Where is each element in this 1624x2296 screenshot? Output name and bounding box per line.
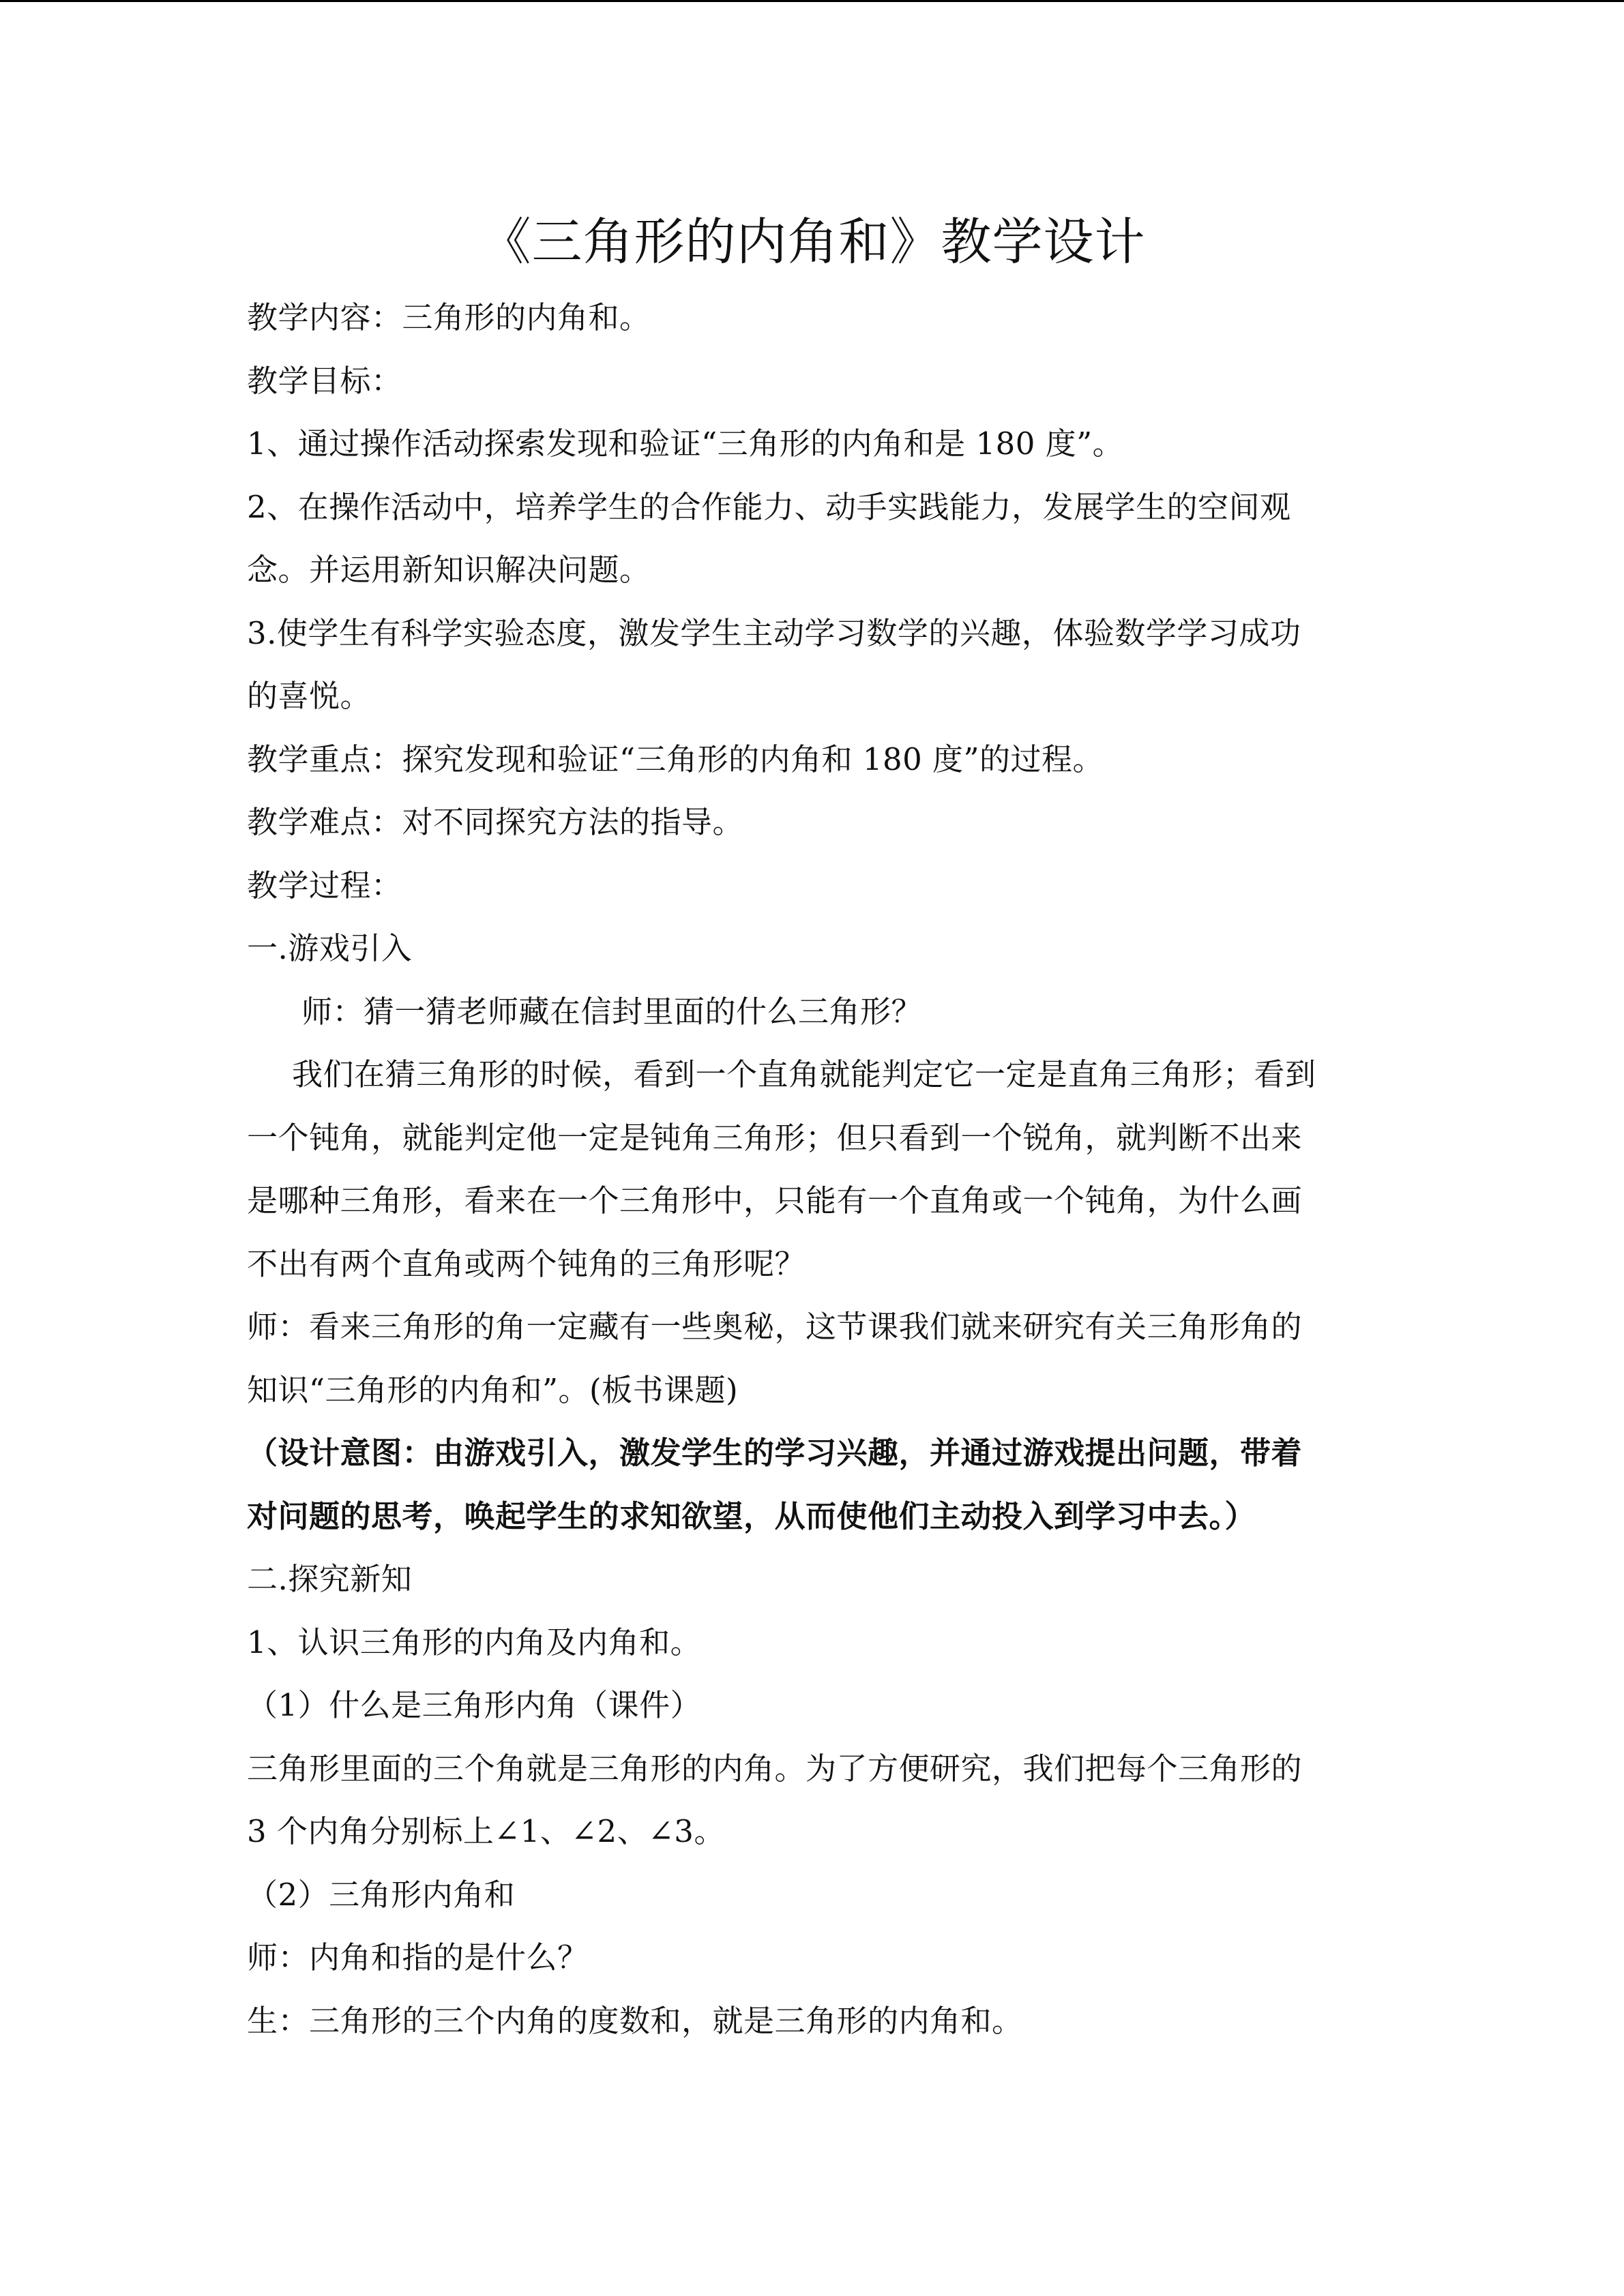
objective-1: 1、通过操作活动探索发现和验证“三角形的内角和是 180 度”。 bbox=[247, 426, 1124, 462]
difficulty-line: 教学难点：对不同探究方法的指导。 bbox=[247, 804, 744, 840]
objective-2-line-2: 念。并运用新知识解决问题。 bbox=[247, 552, 651, 588]
paragraph-1-line-4: 不出有两个直角或两个钝角的三角形呢？ bbox=[247, 1245, 806, 1282]
document-page bbox=[247, 205, 1379, 2053]
sub-step-1-heading: （1）什么是三角形内角（课件） bbox=[247, 1687, 702, 1723]
teacher-intro-line-1: 师：看来三角形的角一定藏有一些奥秘，这节课我们就来研究有关三角形角的 bbox=[247, 1309, 1303, 1345]
design-intent-line-2: 对问题的思考，唤起学生的求知欲望，从而使他们主动投入到学习中去。） bbox=[247, 1497, 1256, 1534]
design-intent-line-1: （设计意图：由游戏引入，激发学生的学习兴趣，并通过游戏提出问题，带着 bbox=[247, 1435, 1303, 1471]
key-point-line: 教学重点：探究发现和验证“三角形的内角和 180 度”的过程。 bbox=[247, 741, 1104, 777]
teaching-objectives-heading: 教学目标： bbox=[247, 362, 402, 399]
document-title: 《三角形的内角和》教学设计 bbox=[480, 213, 1146, 271]
objective-3-line-2: 的喜悦。 bbox=[247, 678, 372, 714]
teacher-question-line: 师：猜一猜老师藏在信封里面的什么三角形？ bbox=[301, 993, 923, 1030]
teacher-intro-line-2: 知识“三角形的内角和”。(板书课题) bbox=[247, 1371, 739, 1408]
interior-angle-line-2: 3 个内角分别标上∠1、∠2、∠3。 bbox=[247, 1813, 725, 1849]
interior-angle-line-1: 三角形里面的三个角就是三角形的内角。为了方便研究，我们把每个三角形的 bbox=[247, 1750, 1303, 1787]
process-heading: 教学过程： bbox=[247, 867, 402, 904]
objective-3-line-1: 3.使学生有科学实验态度，激发学生主动学习数学的兴趣，体验数学学习成功 bbox=[247, 614, 1301, 651]
paragraph-1-line-1: 我们在猜三角形的时候，看到一个直角就能判定它一定是直角三角形；看到 bbox=[292, 1056, 1316, 1092]
teaching-content-line: 教学内容：三角形的内角和。 bbox=[247, 299, 651, 336]
sub-step-2-heading: （2）三角形内角和 bbox=[247, 1876, 516, 1913]
paragraph-1-line-3: 是哪种三角形，看来在一个三角形中，只能有一个直角或一个钝角，为什么画 bbox=[247, 1182, 1303, 1219]
page-top-border bbox=[0, 0, 1624, 2]
paragraph-1-line-2: 一个钝角，就能判定他一定是钝角三角形；但只看到一个锐角，就判断不出来 bbox=[247, 1119, 1303, 1156]
teacher-question-2: 师：内角和指的是什么？ bbox=[247, 1939, 589, 1976]
student-answer: 生：三角形的三个内角的度数和，就是三角形的内角和。 bbox=[247, 2002, 1023, 2039]
section-1-heading: 一.游戏引入 bbox=[247, 930, 413, 966]
objective-2-line-1: 2、在操作活动中，培养学生的合作能力、动手实践能力，发展学生的空间观 bbox=[247, 488, 1291, 525]
step-1-heading: 1、认识三角形的内角及内角和。 bbox=[247, 1624, 702, 1660]
section-2-heading: 二.探究新知 bbox=[247, 1561, 413, 1597]
